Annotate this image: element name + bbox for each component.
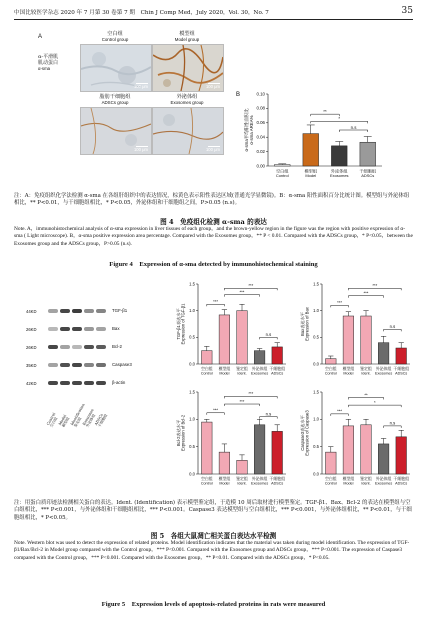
significance-label: *** [248, 391, 254, 397]
x-tick-label: ADSCs [361, 173, 375, 179]
x-tick-label: 干细胞组 [269, 366, 285, 372]
y-tick-label: 0.02 [256, 148, 265, 154]
y-axis-label: Expression of Bax [304, 307, 310, 341]
y-tick-label: 1.5 [189, 389, 195, 395]
x-tick-label: Model [219, 481, 230, 486]
x-tick-label: 模型组 [304, 168, 318, 174]
x-tick-label: ADSCs [395, 481, 408, 486]
x-tick-label: 外泌体组 [330, 168, 348, 174]
wb-kda: 42KD [26, 381, 37, 386]
scale-label: 100 μm [205, 84, 220, 89]
y-tick-label: 0.06 [256, 120, 265, 126]
panel-a-label: A [38, 34, 43, 40]
figure4-caption-cn: 注：A：免疫组织化学法检测 α-sma 在各组肝组织中的表达情况，棕黄色表示阳性表达区域(普通光学显微镜)。B：α-sma 阳性面积百分比统计图。模型组与外泌体组相比，** P<0.01，与干细胞组相比，* P<0.05，外泌体组和干细胞组之间，P>0.05 (n.s)。 [14, 193, 410, 207]
wb-band-name: Caspase3 [112, 362, 132, 367]
significance-label: * [338, 116, 341, 122]
x-tick-label: 空白组 [200, 476, 213, 482]
journal-header: 中国比较医学杂志 2020 年 7 月第 30 卷第 7 期 Chin J Comp Med，July 2020，Vol. 30，No. 7 [14, 10, 269, 16]
y-axis-label: α-sma平均阳性面积比 [244, 108, 249, 152]
bar [326, 452, 337, 474]
micrograph-model [152, 44, 224, 92]
significance-bracket [224, 288, 277, 290]
x-tick-label: 干细胞组 [269, 476, 285, 482]
panel-b-label: B [236, 92, 241, 98]
micrograph-exosomes [152, 107, 224, 155]
wb-band-name: Bax [112, 326, 120, 331]
wb-lane-label: ADSCs 干细胞组 [94, 413, 109, 429]
y-tick-label: 0.5 [313, 334, 319, 340]
y-tick-label: 0.5 [189, 443, 195, 449]
y-axis-label: Expression of TGF-β1 [180, 303, 186, 345]
x-tick-label: Model [343, 481, 354, 486]
significance-label: n.s [389, 420, 396, 426]
significance-bracket [224, 295, 259, 297]
chart-bcl2 [172, 386, 290, 494]
y-tick-label: 0.0 [313, 361, 319, 367]
significance-bracket [207, 304, 225, 306]
wb-kda: 26KD [26, 345, 37, 350]
bar [396, 437, 407, 474]
x-tick-label: Model [305, 173, 317, 179]
significance-label: *** [239, 398, 245, 404]
bar [219, 452, 230, 474]
significance-label: *** [239, 289, 245, 295]
significance-bracket [224, 404, 259, 406]
y-axis-label: Bax表达水平 [300, 312, 305, 336]
x-tick-label: 空白组 [324, 366, 337, 372]
y-tick-label: 1.0 [313, 416, 319, 422]
y-tick-label: 1.0 [189, 416, 195, 422]
group-cn: 脂肪干细胞组 [99, 94, 131, 100]
y-tick-label: 0.0 [189, 471, 195, 477]
x-tick-label: 鉴定组 [360, 366, 372, 372]
significance-label: n.s [389, 324, 396, 330]
significance-bracket [331, 414, 349, 416]
significance-label: *** [337, 300, 343, 306]
bar [237, 460, 248, 474]
x-tick-label: 空白组 [200, 366, 213, 372]
x-tick-label: 空白组 [324, 476, 337, 482]
bar [343, 426, 354, 474]
bar [202, 351, 213, 364]
micrograph-adscs [80, 107, 152, 155]
x-tick-label: Ident. [361, 371, 371, 376]
y-axis-label: α-sma AREA% [248, 115, 254, 145]
significance-label: n.s [265, 411, 272, 417]
x-tick-label: 外泌体组 [251, 366, 268, 372]
x-tick-label: Control [200, 481, 213, 486]
y-axis-label: Expression of Bcl-2 [180, 414, 186, 452]
bar [219, 315, 230, 364]
wb-lane-label: Control 空白组 [46, 412, 59, 429]
x-tick-label: Exosomes [250, 371, 269, 376]
bar [326, 359, 337, 364]
significance-label: *** [337, 408, 343, 414]
significance-label: *** [372, 283, 378, 289]
significance-label: ** [364, 392, 368, 398]
significance-bracket [207, 413, 225, 415]
group-label-model [152, 31, 222, 43]
wb-row [26, 306, 138, 316]
significance-bracket [311, 121, 368, 123]
chart-caspase3 [296, 386, 414, 494]
wb-kda: 35KD [26, 363, 37, 368]
significance-label: *** [213, 407, 219, 413]
x-tick-label: Exosomes [374, 371, 393, 376]
significance-bracket [311, 114, 340, 116]
bar [274, 165, 290, 166]
chart-bax [296, 278, 414, 384]
x-tick-label: 外泌体组 [375, 366, 392, 372]
wb-kda: 44KD [26, 309, 37, 314]
figure5-caption-cn: 注：用蛋白质印迹法检测相关蛋白的表达。Ident. (Identification) 表示模型鉴定组，于造模 10 周后取材进行模型鉴定。TGF-β1、Bax、Bcl-2 的表达在模型组与空白组相比，*** P<0.001，与外泌体组和干细胞组相比，*** P<0.001。Caspase3 表达模型组与空白组相比，*** P<0.001，与外泌体组相比，** P<0.01，与干细胞组相比，* P<0.05。 [14, 500, 412, 521]
significance-label: n.s [265, 332, 272, 338]
x-tick-label: 外泌体组 [375, 476, 392, 482]
bar [254, 425, 265, 474]
bar [360, 142, 376, 166]
wb-kda: 26KD [26, 327, 37, 332]
bar [396, 348, 407, 364]
x-tick-label: 模型组 [342, 366, 355, 372]
group-en: Model group [174, 37, 200, 42]
group-cn: 模型组 [179, 31, 195, 37]
significance-bracket [260, 417, 278, 419]
x-tick-label: Control [200, 371, 213, 376]
group-en: ADSCs group [101, 100, 129, 105]
y-tick-label: 1.0 [313, 307, 319, 313]
group-en: Control group [101, 37, 129, 42]
x-tick-label: 模型组 [342, 476, 355, 482]
significance-bracket [331, 305, 349, 307]
significance-bracket [384, 329, 402, 331]
significance-bracket [339, 130, 368, 132]
scale-label: 100 μm [133, 84, 148, 89]
chart-alpha-sma-area [236, 86, 388, 186]
x-tick-label: 干细胞组 [393, 476, 409, 482]
wb-band-name: Bcl-2 [112, 344, 123, 349]
x-tick-label: Exosomes [374, 481, 393, 486]
x-tick-label: ADSCs [271, 481, 284, 486]
bar [272, 347, 283, 364]
bar [254, 351, 265, 364]
bar [343, 316, 354, 364]
y-axis-label: Expression of Caspase3 [304, 410, 310, 456]
x-tick-label: Control [275, 173, 289, 179]
x-tick-label: 干细胞组 [393, 366, 409, 372]
wb-lane-label: Model 模型组 [58, 414, 71, 429]
y-tick-label: 0.5 [313, 443, 319, 449]
x-tick-label: 鉴定组 [360, 476, 372, 482]
x-tick-label: ADSCs [395, 371, 408, 376]
x-tick-label: Exosomes [250, 481, 269, 486]
bar [202, 422, 213, 474]
row-label-en: α-sma [38, 66, 51, 71]
x-tick-label: Model [219, 371, 230, 376]
significance-bracket [260, 337, 278, 339]
x-tick-label: Model [343, 371, 354, 376]
significance-label: *** [363, 290, 369, 296]
bar [303, 134, 319, 166]
y-tick-label: 1.5 [313, 389, 319, 395]
figure4-title-en: Figure 4 Expression of α-sma detected by immunohistochemical staining [109, 261, 318, 268]
x-tick-label: Control [324, 371, 337, 376]
micrograph-control [80, 44, 152, 92]
wb-row [26, 324, 138, 334]
y-axis-label: Bcl-2表达水平 [176, 419, 181, 447]
group-cn: 空白组 [107, 31, 123, 37]
bar [361, 316, 372, 364]
x-tick-label: Ident. [237, 481, 247, 486]
y-tick-label: 0.00 [256, 163, 265, 169]
bar [378, 444, 389, 474]
x-tick-label: 干细胞组 [359, 168, 377, 174]
bar [361, 425, 372, 474]
x-tick-label: ADSCs [271, 371, 284, 376]
significance-label: ** [323, 108, 327, 114]
x-tick-label: Ident. [361, 481, 371, 486]
significance-bracket [348, 397, 383, 399]
wb-row [26, 378, 138, 388]
y-tick-label: 1.5 [189, 281, 195, 287]
figure5-title-en: Figure 5 Expression levels of apoptosis-related proteins in rats were measured [101, 601, 326, 608]
y-tick-label: 0.0 [313, 471, 319, 477]
y-tick-label: 0.5 [189, 334, 195, 340]
running-header [14, 6, 413, 18]
significance-bracket [348, 405, 401, 407]
y-axis-label: Caspase3表达水平 [300, 415, 305, 451]
significance-bracket [348, 288, 401, 290]
bar [331, 146, 347, 166]
group-en: Exosomes group [170, 100, 204, 105]
figure4-caption-en: Note. A，immunohistochemical analysis of α-sma expression in liver tissues of each group，and the brown-yellow region in the figure was the region with positive expression of α-sma ( Light microscope). B，α-sma positive expression area percentage. Compared with the Exosomes group，** P < 0.01. Compared with the ADSCs group，* P<0.05，between the Exosomes group and the ADSCs group，P>0.05 (n.s). [14, 226, 413, 247]
group-label-adscs [80, 94, 150, 106]
figure4-title-cn: 图 4 免疫组化检测 α-sma 的表达 [160, 218, 267, 226]
page-number: 35 [401, 6, 413, 16]
significance-label: *** [248, 283, 254, 289]
x-tick-label: 模型组 [218, 476, 231, 482]
wb-band-name: β-actin [112, 380, 126, 385]
x-tick-label: Ident. [237, 371, 247, 376]
row-label [38, 54, 68, 72]
y-tick-label: 0.0 [189, 361, 195, 367]
significance-bracket [348, 296, 383, 298]
significance-label: *** [213, 299, 219, 305]
significance-label: n.s [350, 124, 357, 130]
x-tick-label: Exosomes [329, 173, 349, 179]
y-tick-label: 1.5 [313, 281, 319, 287]
group-label-control [80, 31, 150, 43]
row-label-cn: α-平滑肌 肌动蛋白 [38, 54, 59, 66]
y-tick-label: 0.08 [256, 105, 265, 111]
wb-row [26, 342, 138, 352]
x-tick-label: 鉴定组 [236, 366, 248, 372]
significance-bracket [224, 396, 277, 398]
group-label-exosomes [152, 94, 222, 106]
wb-band-name: TGF-β1 [112, 308, 128, 313]
wb-lane-label: Exosomes 外泌体组 [82, 408, 97, 429]
wb-lane-label: Identification 鉴定组 [70, 402, 86, 429]
wb-row [26, 360, 138, 370]
y-tick-label: 1.0 [189, 307, 195, 313]
significance-label: * [373, 399, 376, 405]
bar [272, 431, 283, 474]
group-cn: 外泌体组 [176, 94, 198, 100]
x-tick-label: 鉴定组 [236, 476, 248, 482]
x-tick-label: 外泌体组 [251, 476, 268, 482]
header-rule [14, 19, 413, 20]
y-tick-label: 0.04 [256, 134, 265, 140]
x-tick-label: 空白组 [275, 168, 289, 174]
scale-label: 100 μm [133, 147, 148, 152]
bar [237, 311, 248, 364]
y-tick-label: 0.10 [256, 91, 265, 97]
figure5-title-cn: 图 5 各组大鼠凋亡相关蛋白表达水平检测 [150, 532, 277, 540]
western-blot [26, 306, 138, 452]
bar [378, 343, 389, 364]
chart-tgf-beta1 [172, 278, 290, 384]
y-axis-label: TGF-β1表达水平 [176, 308, 181, 340]
x-tick-label: Control [324, 481, 337, 486]
figure5-caption-en: Note. Western blot was used to detect the expression of related proteins. Model identification indicates that the material was taken during model identification. The expression of TGF-β1/Bax/Bcl-2 in Model group compared with the Control group，*** P<0.001. Compared with the Exosomes group and ADSCs group，*** P<0.001. The expression of Caspase3 compared with the Control group，*** P<0.001. Compared with the Exosomes group，** P<0.01. Compared with the ADSCs group，* P<0.05. [14, 540, 410, 561]
scale-label: 100 μm [205, 147, 220, 152]
significance-bracket [384, 426, 402, 428]
x-tick-label: 模型组 [218, 366, 231, 372]
